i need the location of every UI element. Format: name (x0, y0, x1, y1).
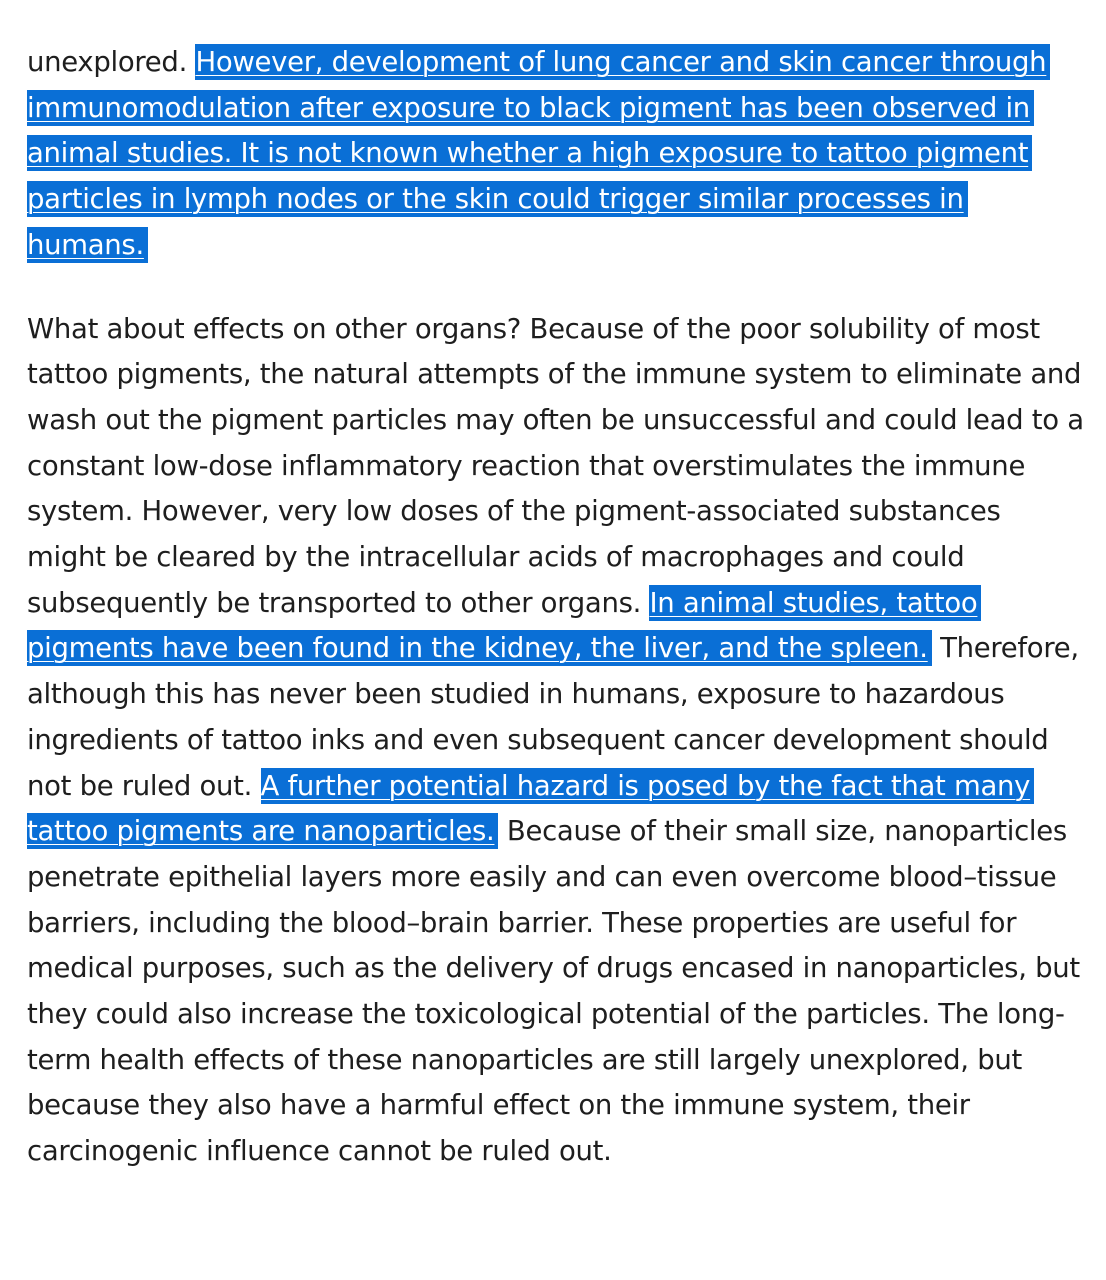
highlighted-passage-2[interactable]: In animal studies, tattoo pigments have been found in the kidney, the liver, and the spleen. (27, 585, 981, 667)
paragraph-2 (27, 307, 1087, 1175)
paragraph-1 (27, 40, 1087, 269)
highlighted-passage-3[interactable]: A further potential hazard is posed by the fact that many tattoo pigments are nanoparticles. (27, 768, 1034, 850)
highlighted-passage-1[interactable]: However, development of lung cancer and skin cancer through immunomodulation after exposure to black pigment has been observed in animal studies. It is not known whether a high exposure to tattoo pigment particles in lymph nodes or the skin could trigger similar processes in humans. (27, 44, 1050, 263)
paragraph-2-text-1: What about effects on other organs? Because of the poor solubility of most tattoo pigments, the natural attempts of the immune system to eliminate and wash out the pigment particles may often be unsuccessful and could lead to a constant low-dose inflammatory reaction that overstimulates the immune system. However, very low doses of the pigment-associated substances might be cleared by the intracellular acids of macrophages and could subsequently be transported to other organs. (27, 312, 1084, 619)
article-body (27, 40, 1087, 1175)
paragraph-2-text-2: Therefore, although this has never been studied in humans, exposure to hazardous ingredients of tattoo inks and even subsequent cancer development should not be ruled out. (27, 632, 1079, 802)
paragraph-2-text-3: Because of their small size, nanoparticles penetrate epithelial layers more easily and can even overcome blood–tissue barriers, including the blood–brain barrier. These properties are useful for medical purposes, such as the delivery of drugs encased in nanoparticles, but they could also increase the toxicological potential of the particles. The long-term health effects of these nanoparticles are still largely unexplored, but because they also have a harmful effect on the immune system, their carcinogenic influence cannot be ruled out. (27, 815, 1080, 1168)
paragraph-1-lead: unexplored. (27, 46, 196, 78)
